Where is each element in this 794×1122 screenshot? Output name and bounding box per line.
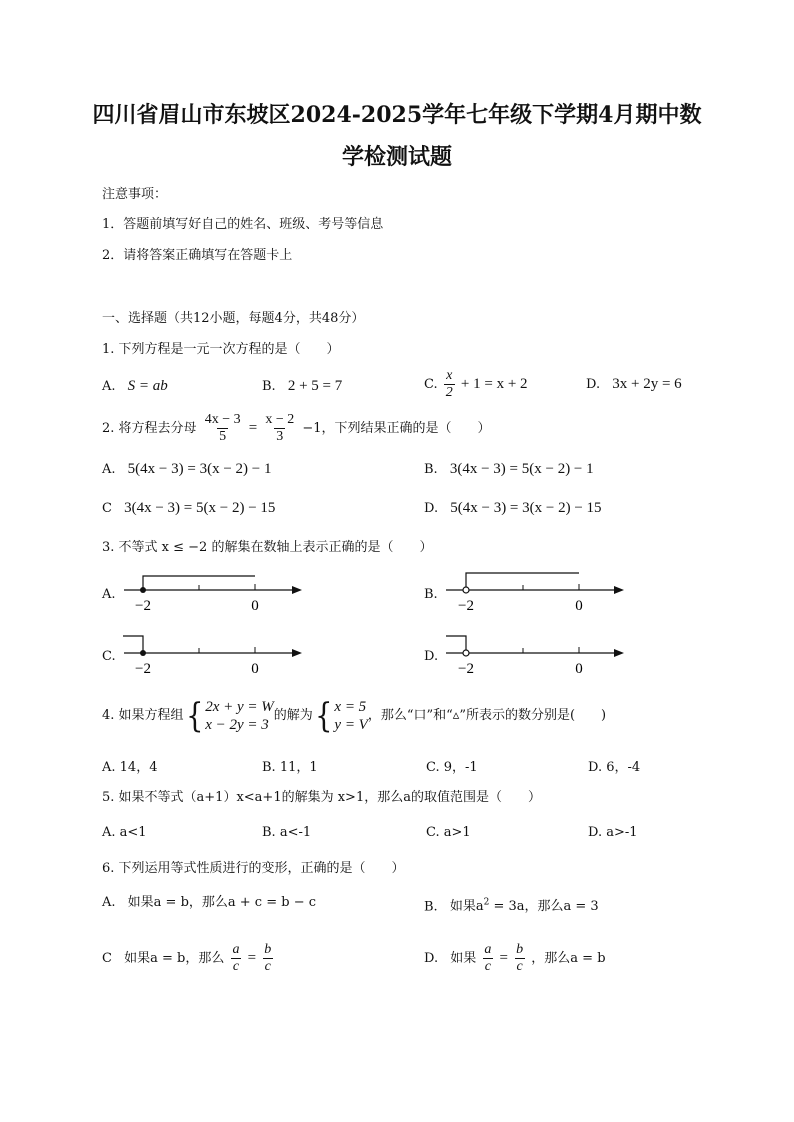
q3-option-b-number-line[interactable]	[440, 568, 630, 620]
solution-system: x = 5 y = V	[334, 698, 368, 733]
q5-option-b[interactable]: B. a<-1	[262, 825, 312, 840]
q3-option-a-label[interactable]: A.	[102, 587, 116, 602]
open-dot	[463, 587, 469, 593]
option-text: 3(4x − 3) = 5(x − 2) − 15	[124, 500, 276, 516]
closed-dot	[140, 650, 146, 656]
option-label: B.	[424, 462, 438, 477]
exam-title-line1: 四川省眉山市东坡区2024-2025学年七年级下学期4月期中数	[92, 102, 702, 128]
fraction: $\frac{a}{c}$	[484, 942, 492, 974]
fraction: $\frac{x}{2}$	[445, 368, 453, 400]
solution-ray	[123, 636, 143, 653]
open-dot	[463, 650, 469, 656]
q1-option-d[interactable]	[586, 374, 682, 395]
q2-option-c[interactable]	[102, 498, 275, 519]
option-label: D.	[586, 377, 601, 392]
tick-label: 0	[575, 598, 583, 614]
fraction: $\frac{a}{c}$	[232, 942, 240, 974]
q6-stem: 6. 下列运用等式性质进行的变形，正确的是（ ）	[102, 861, 405, 876]
q1-option-c[interactable]	[424, 368, 528, 401]
option-label: C.	[424, 377, 438, 392]
option-label: D.	[424, 501, 439, 516]
option-label: C	[102, 951, 112, 966]
option-text: 5(4x − 3) = 3(x − 2) − 1	[127, 461, 272, 477]
option-label: B.	[262, 379, 276, 394]
option-text: 如果a = b，那么a + c = b − c	[127, 895, 317, 910]
option-label: A.	[102, 379, 116, 394]
fraction: $\frac{b}{c}$	[516, 942, 524, 974]
option-text: S = ab	[127, 378, 168, 394]
q6-option-b[interactable]	[424, 893, 599, 917]
option-text: 如果$a^2 = 3a$，那么a = 3	[449, 898, 599, 915]
q3-option-c-number-line[interactable]	[118, 631, 308, 683]
q2-stem: 2. 将方程去分母 $\frac{4x - 3}{5}$ = $\frac{x - 2}{3}$ −1，下列结果正确的是（ ）	[102, 412, 491, 444]
option-label: A.	[102, 462, 116, 477]
q3-option-c-label[interactable]: C.	[102, 649, 116, 664]
q4-option-c[interactable]: C. 9，-1	[426, 760, 478, 775]
q3-stem: 3. 不等式 x ≤ −2 的解集在数轴上表示正确的是（ ）	[102, 540, 433, 555]
tick-label: −2	[135, 661, 151, 677]
q5-option-c[interactable]: C. a>1	[426, 825, 471, 840]
q3-option-a-number-line[interactable]	[118, 568, 308, 620]
fraction: $\frac{b}{c}$	[264, 942, 272, 974]
q4-option-b[interactable]: B. 11，1	[262, 760, 318, 775]
tick-label: −2	[458, 661, 474, 677]
tick-label: −2	[135, 598, 151, 614]
option-label: D.	[424, 951, 439, 966]
equation-system: 2x + y = W x − 2y = 3	[205, 698, 274, 733]
q5-option-a[interactable]: A. a<1	[102, 825, 147, 840]
solution-ray	[446, 636, 466, 653]
tick-label: 0	[575, 661, 583, 677]
fraction: $\frac{4x - 3}{5}$	[204, 412, 241, 444]
q6-option-c[interactable]: C 如果a = b，那么 $\frac{a}{c}$ = $\frac{b}{c}$	[102, 942, 272, 974]
arrow-icon	[292, 649, 302, 657]
option-label: A.	[102, 895, 116, 910]
q5-stem: 5. 如果不等式（a+1）x<a+1的解集为 x>1，那么a的取值范围是（ ）	[102, 790, 541, 805]
option-label: C	[102, 501, 112, 516]
q4-option-d[interactable]: D. 6，-4	[588, 760, 641, 775]
q1-stem: 1. 下列方程是一元一次方程的是（ ）	[102, 342, 340, 357]
tick-label: 0	[251, 661, 259, 677]
q3-option-d-number-line[interactable]	[440, 631, 630, 683]
q3-option-d-label[interactable]: D.	[424, 649, 439, 664]
option-text: 3x + 2y = 6	[612, 376, 682, 392]
fraction: $\frac{x - 2}{3}$	[265, 412, 295, 444]
q3-option-b-label[interactable]: B.	[424, 587, 438, 602]
section-heading: 一、选择题（共12小题，每题4分，共48分）	[102, 311, 365, 326]
arrow-icon	[614, 586, 624, 594]
q6-option-a[interactable]	[102, 893, 316, 913]
tick-label: −2	[458, 598, 474, 614]
q6-option-d[interactable]: D. 如果 $\frac{a}{c}$ = $\frac{b}{c}$ ，那么a = b	[424, 942, 606, 974]
notice-item-2: 2．请将答案正确填写在答题卡上	[102, 248, 293, 263]
q1-option-a[interactable]	[102, 376, 168, 397]
option-label: B.	[424, 899, 438, 915]
left-brace: {	[314, 695, 333, 736]
exam-title-line2: 学检测试题	[341, 144, 452, 170]
q4-stem: 4. 如果方程组{ 2x + y = W x − 2y = 3 的解为{ x = 5 y = V ，那么“口”和“▵”所表示的数分别是( )	[102, 695, 607, 736]
arrow-icon	[292, 586, 302, 594]
left-brace: {	[185, 695, 204, 736]
closed-dot	[140, 587, 146, 593]
tick-label: 0	[251, 598, 259, 614]
option-text: 5(4x − 3) = 3(x − 2) − 15	[450, 500, 602, 516]
notice-heading: 注意事项：	[102, 187, 168, 202]
notice-item-1: 1．答题前填写好自己的姓名、班级、考号等信息	[102, 217, 384, 232]
q4-option-a[interactable]: A. 14，4	[102, 760, 158, 775]
option-text: 3(4x − 3) = 5(x − 2) − 1	[449, 461, 594, 477]
option-text: + 1 = x + 2	[460, 376, 528, 392]
q1-option-b[interactable]	[262, 376, 342, 397]
q2-option-b[interactable]	[424, 459, 594, 480]
q5-option-d[interactable]: D. a>-1	[588, 825, 638, 840]
arrow-icon	[614, 649, 624, 657]
q2-option-a[interactable]	[102, 459, 272, 480]
option-text: 2 + 5 = 7	[287, 378, 343, 394]
q2-option-d[interactable]	[424, 498, 602, 519]
